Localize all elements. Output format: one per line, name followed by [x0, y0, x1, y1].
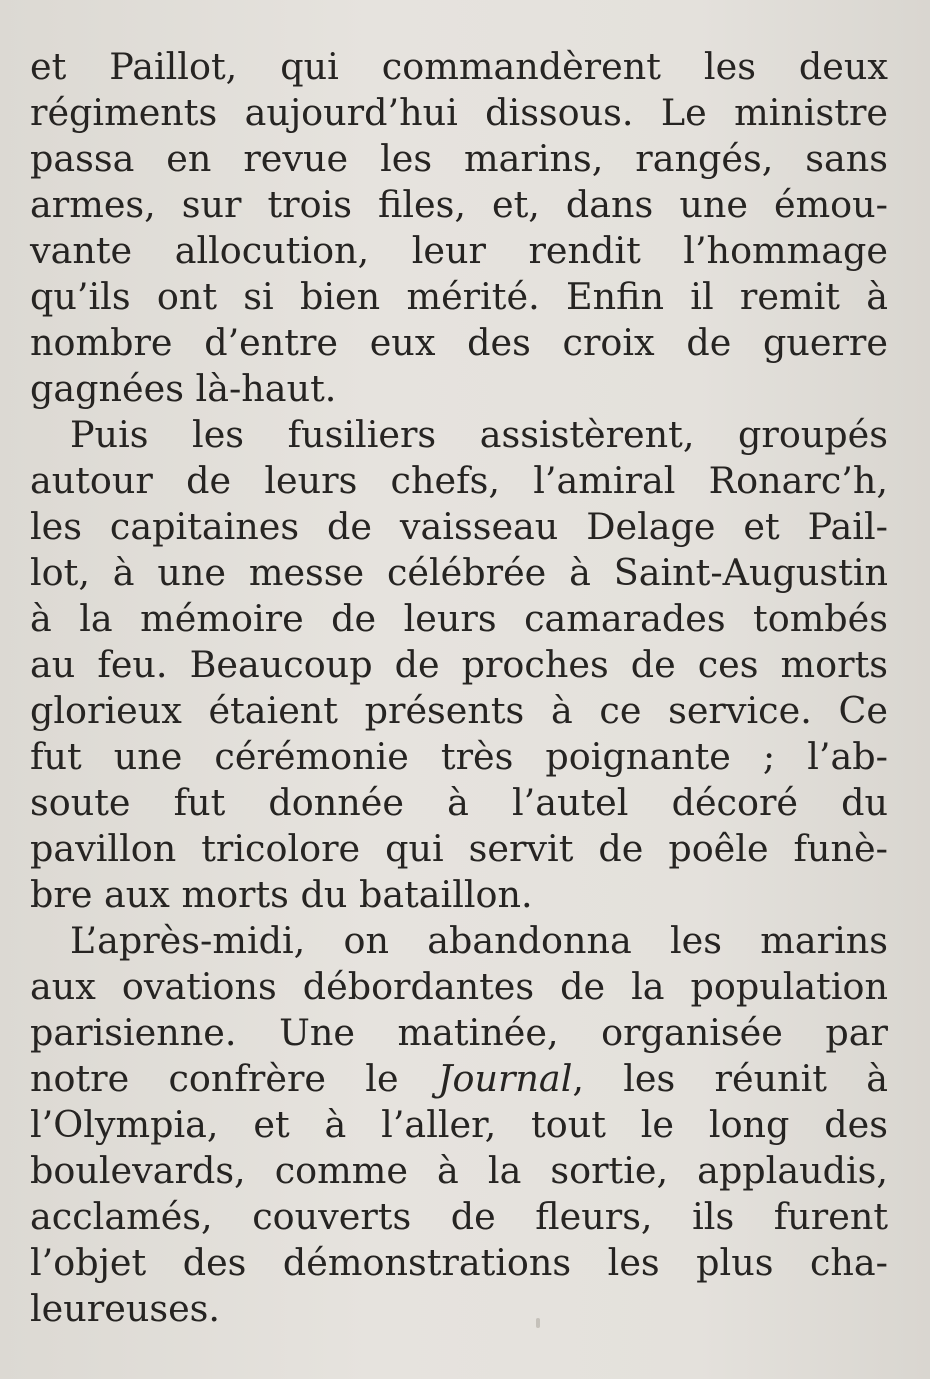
- text-line: régiments aujourd’hui dissous. Le ministre: [30, 91, 888, 134]
- text-line-with-italic: [30, 1056, 888, 1102]
- journal-title-italic: Journal: [437, 1057, 573, 1100]
- text-line: vante allocution, leur rendit l’hommage: [30, 229, 888, 272]
- text-line: fut une cérémonie très poignante ; l’ab-: [30, 735, 888, 778]
- text-line: les capitaines de vaisseau Delage et Pail-: [30, 505, 888, 548]
- text-line: parisienne. Une matinée, organisée par: [30, 1011, 888, 1054]
- text-line: boulevards, comme à la sortie, applaudis,: [30, 1149, 888, 1192]
- text-line: acclamés, couverts de fleurs, ils furent: [30, 1195, 888, 1238]
- text-line: autour de leurs chefs, l’amiral Ronarc’h,: [30, 459, 888, 502]
- text-line: aux ovations débordantes de la population: [30, 965, 888, 1008]
- text-line: et Paillot, qui commandèrent les deux: [30, 45, 888, 88]
- text-line: glorieux étaient présents à ce service. Ce: [30, 689, 888, 732]
- text-line: passa en revue les marins, rangés, sans: [30, 137, 888, 180]
- text-line: gagnées là-haut.: [30, 367, 337, 410]
- text-line-paragraph-start: L’après-midi, on abandonna les marins: [70, 919, 888, 962]
- text-run: notre confrère le: [30, 1057, 438, 1100]
- article-text: [30, 44, 888, 1332]
- text-line: au feu. Beaucoup de proches de ces morts: [30, 643, 888, 686]
- text-line: bre aux morts du bataillon.: [30, 873, 533, 916]
- text-line: nombre d’entre eux des croix de guerre: [30, 321, 888, 364]
- text-line: à la mémoire de leurs camarades tombés: [30, 597, 888, 640]
- text-line: leureuses.: [30, 1287, 221, 1330]
- text-line-paragraph-start: Puis les fusiliers assistèrent, groupés: [70, 413, 888, 456]
- text-run: , les réunit à: [572, 1057, 888, 1100]
- text-line: pavillon tricolore qui servit de poêle funè-: [30, 827, 888, 870]
- text-line: lot, à une messe célébrée à Saint-Augustin: [30, 551, 888, 594]
- text-line: l’objet des démonstrations les plus cha-: [30, 1241, 888, 1284]
- text-line: soute fut donnée à l’autel décoré du: [30, 781, 888, 824]
- paper-speck: [536, 1318, 540, 1328]
- text-line: qu’ils ont si bien mérité. Enfin il remit à: [30, 275, 888, 318]
- text-line: armes, sur trois files, et, dans une émou-: [30, 183, 888, 226]
- text-line: l’Olympia, et à l’aller, tout le long des: [30, 1103, 888, 1146]
